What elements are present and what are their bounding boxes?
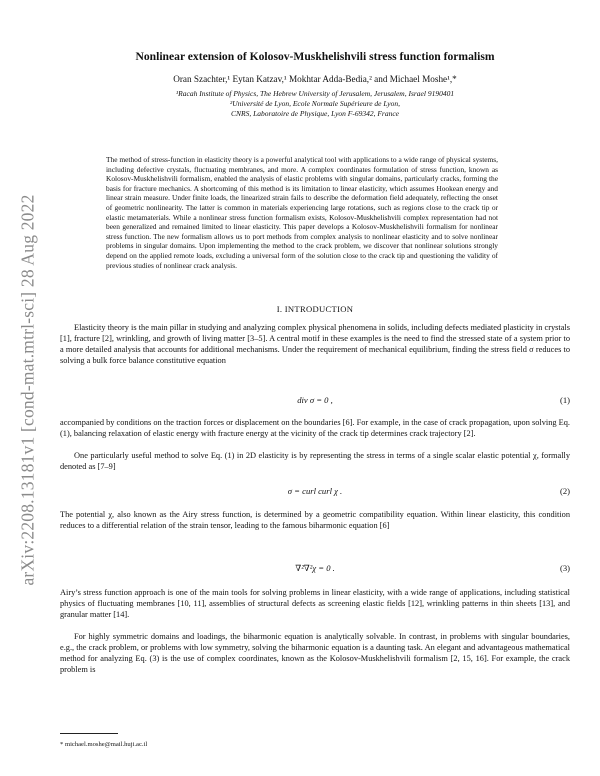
abstract: The method of stress-function in elasticity theory is a powerful analytical tool with applications to a wide range of physical systems, including defective crystals, fluctuating membranes, and more. A complex coordinates formulation of stress function, known as Kolosov-Muskhelishvili formalism, enabled the analysis of elastic problems with singular domains, particularly cracks, forming the basis for fracture mechanics. A shortcoming of this method is its limitation to linear elasticity, which assumes Hookean energy and linear strain measure. Under finite loads, the linearized strain fails to describe the deformation field adequately, reflecting the onset of geometric nonlinearity. The latter is common in materials experiencing large rotations, such as regions close to the crack tip or elastic metamaterials. While a nonlinear stress function formalism exists, Kolosov-Muskhelishvili complex representation had not been generalized and remained limited to linear elasticity. This paper develops a Kolosov-Muskhelishvili formalism for nonlinear stress function. The new formalism allows us to port methods from complex analysis to nonlinear elasticity and to solve nonlinear problems in singular domains. Upon implementing the method to the crack problem, we discover that nonlinear solutions strongly depend on the applied remote loads, excluding a universal form of the solution close to the crack tip and questioning the validity of previous studies of nonlinear crack analysis.: [106, 155, 498, 270]
paragraph: accompanied by conditions on the traction forces or displacement on the boundaries [6]. For example, in the case of crack propagation, upon solving Eq. (1), balancing relaxation of elastic energy with fracture energy at the vicinity of the crack tip determines crack trajectory [2].: [60, 418, 570, 438]
equation-2: [60, 486, 570, 500]
section-heading: I. INTRODUCTION: [276, 304, 354, 314]
paragraph: Elasticity theory is the main pillar in studying and analyzing complex physical phenomena in solids, including defects mediated plasticity in crystals [1], fracture [2], wrinkling, and growth of living matter [3–5]. A central motif in these examples is the need to find the stressed state of a system prior to a more detailed analysis that accounts for additional mechanisms. Under the requirement of mechanical equilibrium, finding the stress field σ reduces to solving a bulk force balance constitutive equation: [60, 323, 570, 365]
paragraph: For highly symmetric domains and loadings, the biharmonic equation is analytically solvable. In contrast, in problems with singular boundaries, e.g., the crack problem, or problems with low symmetry, solving the biharmonic equation is a daunting task. An elegant and advantageous mathematical method for analyzing Eq. (3) is the use of complex coordinates, known as the Kolosov-Muskhelishvili formalism [2, 15, 16]. For example, the crack problem is: [60, 632, 570, 674]
equation-3: [60, 563, 570, 577]
equation-number: (2): [559, 486, 570, 496]
paragraph: Airy’s stress function approach is one of the main tools for solving problems in linear elasticity, with a wide range of applications, including statistical physics of fluctuating membranes [10, 11], assemblies of structural defects as screening elastic fields [12], wrinkling patterns in thin sheets [13], and granular matter [14].: [60, 588, 570, 619]
footnote-rule: [60, 733, 118, 734]
paragraph: The potential χ, also known as the Airy stress function, is determined by a geometric compatibility equation. Within linear elasticity, this condition reduces to a differential relation of the strain tensor, leading to the famous biharmonic equation [6]: [60, 510, 570, 530]
footnote-email: * michael.moshe@mail.huji.ac.il: [60, 741, 148, 748]
equation-number: (3): [559, 563, 570, 573]
paragraph: One particularly useful method to solve Eq. (1) in 2D elasticity is by representing the stress in terms of a single scalar elastic potential χ, formally denoted as [7–9]: [60, 451, 570, 471]
equation-number: (1): [559, 395, 570, 405]
equation-body: ∇²∇²χ = 0 .: [295, 563, 335, 573]
equation-body: div σ = 0 ,: [297, 395, 333, 405]
equation-1: [60, 395, 570, 409]
equation-body: σ = curl curl χ .: [287, 486, 343, 496]
author-list: Oran Szachter,¹ Eytan Katzav,¹ Mokhtar Adda-Bedia,² and Michael Moshe¹,*: [173, 74, 457, 84]
paper-title: Nonlinear extension of Kolosov-Muskhelishvili stress function formalism: [135, 50, 495, 63]
affiliation-1: ¹Racah Institute of Physics, The Hebrew University of Jerusalem, Jerusalem, Israel 9190401: [175, 89, 455, 98]
affiliation-3: CNRS, Laboratoire de Physique, Lyon F-69342, France: [230, 109, 400, 118]
arxiv-identifier-text: arXiv:2208.13181v1 [cond-mat.mtrl-sci] 28 Aug 2022: [17, 194, 38, 586]
affiliation-2: ²Université de Lyon, Ecole Normale Supérieure de Lyon,: [229, 99, 401, 108]
arxiv-identifier: [8, 170, 48, 610]
